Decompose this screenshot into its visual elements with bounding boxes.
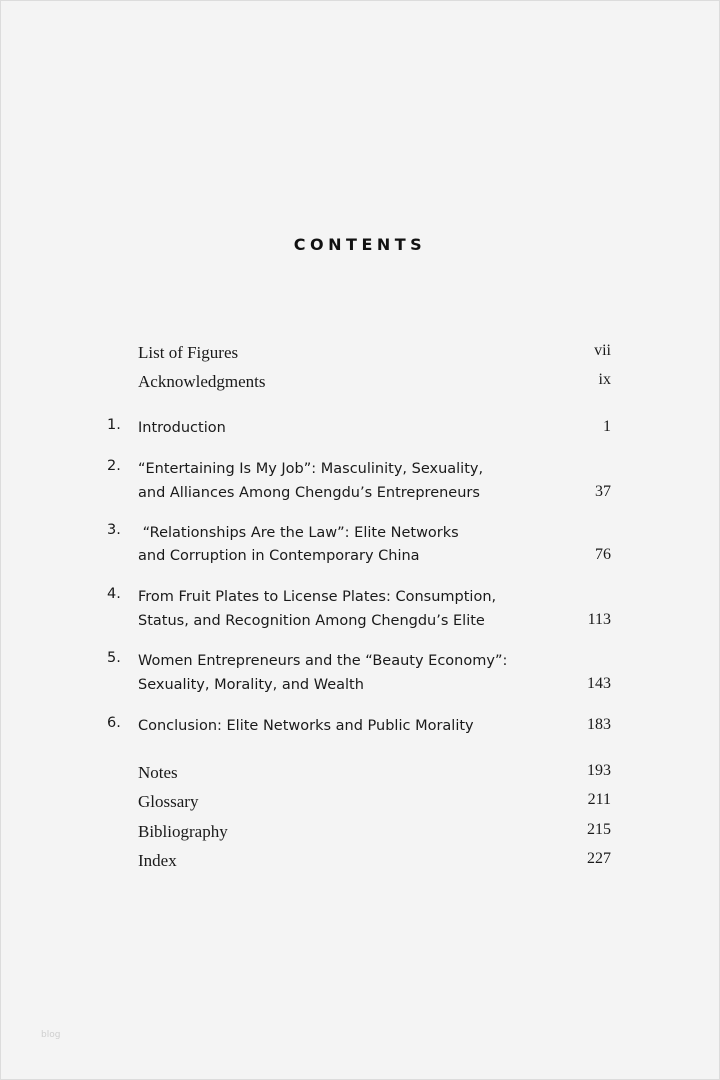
page-title: CONTENTS: [293, 235, 427, 254]
watermark-text: blog: [41, 1030, 61, 1040]
toc-entry-title: List of Figures: [138, 343, 239, 362]
toc-entry-page: vii: [594, 342, 611, 359]
chapter-number: 1.: [107, 417, 121, 433]
toc-entry-title: Acknowledgments: [138, 372, 266, 391]
chapter-number: 6.: [107, 715, 121, 731]
toc-entry-page: ix: [598, 371, 611, 388]
toc-entry-page: 215: [587, 821, 611, 838]
chapter-number: 4.: [107, 586, 121, 602]
toc-entry-title: Notes: [138, 763, 178, 782]
chapter-title-line: Sexuality, Morality, and Wealth: [138, 677, 364, 693]
chapter-title-line: and Alliances Among Chengdu’s Entrepreneurs: [138, 485, 480, 501]
chapter-title-line: Status, and Recognition Among Chengdu’s Elite: [138, 613, 485, 629]
toc-entry-title: Index: [138, 851, 177, 870]
toc-entry-page: 37: [595, 483, 611, 500]
chapter-number: 3.: [107, 522, 121, 538]
toc-entry-title: Bibliography: [138, 822, 228, 841]
toc-entry-page: 113: [587, 611, 611, 628]
chapter-title-line: Introduction: [138, 420, 226, 436]
chapter-title-line: “Relationships Are the Law”: Elite Networks: [138, 525, 459, 541]
chapter-title-line: Women Entrepreneurs and the “Beauty Economy”:: [138, 653, 508, 669]
toc-entry-page: 211: [587, 791, 611, 808]
chapter-title-line: Conclusion: Elite Networks and Public Morality: [138, 718, 474, 734]
chapter-number: 5.: [107, 650, 121, 666]
toc-entry-page: 183: [587, 716, 611, 733]
toc-entry-title: Glossary: [138, 792, 199, 811]
toc-entry-page: 76: [595, 546, 611, 563]
chapter-title-line: and Corruption in Contemporary China: [138, 548, 420, 564]
toc-entry-page: 227: [587, 850, 611, 867]
toc-entry-page: 193: [587, 762, 611, 779]
toc-entry-page: 1: [603, 418, 611, 435]
toc-entry-page: 143: [587, 675, 611, 692]
chapter-title-line: “Entertaining Is My Job”: Masculinity, Sexuality,: [138, 461, 484, 477]
chapter-title-line: From Fruit Plates to License Plates: Consumption,: [138, 589, 497, 605]
chapter-number: 2.: [107, 458, 121, 474]
